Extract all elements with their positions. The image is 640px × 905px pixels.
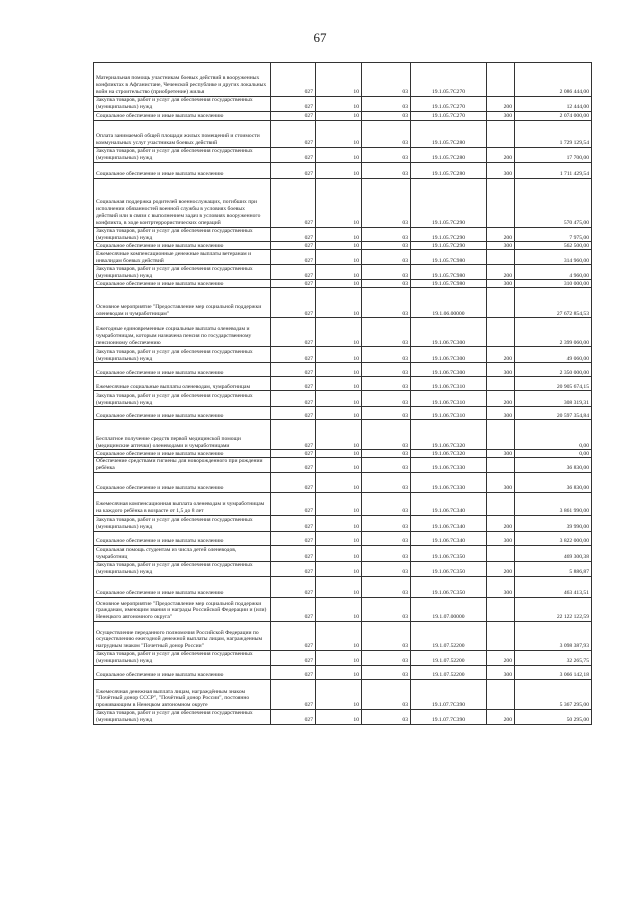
row-target-article: 19.1.05.7С290	[411, 242, 487, 250]
row-ministry-code: 027	[271, 280, 316, 288]
row-target-article: 19.1.06.7С310	[411, 407, 487, 420]
row-ministry-code: 027	[271, 562, 316, 577]
table-row	[94, 622, 592, 651]
row-section: 10	[316, 546, 362, 562]
row-name: Закупка товаров, работ и услуг для обеспечения государственных (муниципальных) нужд	[94, 265, 271, 280]
row-name: Бесплатное получение средств первой медицинской помощи (медицинские аптечки) оленеводами и чумработницами	[94, 420, 271, 450]
row-section: 10	[316, 473, 362, 493]
row-name: Социальная поддержка родителей военнослужащих, погибших при исполнении обязанностей военной службы в условиях боевых действий или в связи с выполнением задач в условиях вооруженного конфликта, в ходе контртеррористических операций	[94, 178, 271, 227]
row-name: Закупка товаров, работ и услуг для обеспечения государственных (муниципальных) нужд	[94, 147, 271, 162]
row-subsection: 03	[362, 265, 411, 280]
table-row	[94, 63, 592, 97]
row-ministry-code: 027	[271, 622, 316, 651]
row-target-article: 19.1.05.7С980	[411, 265, 487, 280]
row-expense-type	[487, 622, 515, 651]
row-target-article: 19.1.07.7С390	[411, 680, 487, 710]
row-subsection: 03	[362, 178, 411, 227]
table-row	[94, 288, 592, 318]
row-ministry-code: 027	[271, 407, 316, 420]
row-name: Основное мероприятие "Предоставление мер социальной поддержки оленеводам и чумработницам"	[94, 288, 271, 318]
row-amount: 20 597 354,84	[515, 407, 592, 420]
row-section: 10	[316, 407, 362, 420]
row-amount: 50 295,00	[515, 710, 592, 725]
table-row	[94, 577, 592, 598]
row-target-article: 19.1.07.00000	[411, 598, 487, 622]
row-name: Ежемесячные компенсационные денежные выплаты ветеранам и инвалидам боевых действий	[94, 250, 271, 265]
row-name: Ежемесячные социальные выплаты оленеводам, чумработницам	[94, 377, 271, 391]
row-subsection: 03	[362, 97, 411, 112]
row-name: Ежемесячная компенсационная выплата оленеводам и чумработницам на каждого ребёнка в возрасте от 1,5 до 8 лет	[94, 493, 271, 516]
row-ministry-code: 027	[271, 377, 316, 391]
row-name: Закупка товаров, работ и услуг для обеспечения государственных (муниципальных) нужд	[94, 562, 271, 577]
row-expense-type: 200	[487, 516, 515, 532]
row-target-article: 19.1.06.7С340	[411, 493, 487, 516]
row-section: 10	[316, 227, 362, 242]
row-name: Ежегодные единовременные социальные выплаты оленеводам и чумработницам, которым назначена пенсия по государственному пенсионному обеспечению	[94, 318, 271, 347]
row-subsection: 03	[362, 532, 411, 546]
row-name: Социальное обеспечение и иные выплаты населению	[94, 242, 271, 250]
row-amount: 2 399 060,00	[515, 318, 592, 347]
row-ministry-code: 027	[271, 265, 316, 280]
row-ministry-code: 027	[271, 450, 316, 458]
row-target-article: 19.1.05.7С270	[411, 97, 487, 112]
row-expense-type: 300	[487, 407, 515, 420]
row-expense-type: 200	[487, 347, 515, 363]
row-amount: 3 861 990,00	[515, 493, 592, 516]
table-row	[94, 227, 592, 242]
row-name: Закупка товаров, работ и услуг для обеспечения государственных (муниципальных) нужд	[94, 227, 271, 242]
row-name: Основное мероприятие "Предоставление мер социальной поддержки гражданам, имеющим звания и награды Российской Федерации и (или) Ненецкого автономного округа"	[94, 598, 271, 622]
row-ministry-code: 027	[271, 516, 316, 532]
table-row	[94, 242, 592, 250]
row-expense-type: 300	[487, 280, 515, 288]
row-section: 10	[316, 598, 362, 622]
row-target-article: 19.1.06.7С310	[411, 391, 487, 407]
row-expense-type	[487, 250, 515, 265]
row-expense-type: 200	[487, 651, 515, 666]
row-amount: 3 098 387,93	[515, 622, 592, 651]
row-section: 10	[316, 666, 362, 680]
row-ministry-code: 027	[271, 120, 316, 147]
row-target-article: 19.1.05.7С280	[411, 147, 487, 162]
row-subsection: 03	[362, 666, 411, 680]
row-subsection: 03	[362, 562, 411, 577]
row-amount: 3 822 000,00	[515, 532, 592, 546]
row-amount: 36 830,00	[515, 473, 592, 493]
row-expense-type	[487, 318, 515, 347]
row-subsection: 03	[362, 227, 411, 242]
row-target-article: 19.1.07.52200	[411, 622, 487, 651]
row-section: 10	[316, 377, 362, 391]
row-subsection: 03	[362, 391, 411, 407]
row-target-article: 19.1.06.7С300	[411, 363, 487, 377]
row-target-article: 19.1.05.7С270	[411, 111, 487, 120]
row-name: Социальное обеспечение и иные выплаты населению	[94, 450, 271, 458]
row-ministry-code: 027	[271, 680, 316, 710]
row-section: 10	[316, 178, 362, 227]
row-name: Закупка товаров, работ и услуг для обеспечения государственных (муниципальных) нужд	[94, 347, 271, 363]
row-amount: 1 729 129,54	[515, 120, 592, 147]
row-section: 10	[316, 347, 362, 363]
row-subsection: 03	[362, 242, 411, 250]
row-subsection: 03	[362, 450, 411, 458]
row-subsection: 03	[362, 458, 411, 473]
table-row	[94, 147, 592, 162]
row-section: 10	[316, 680, 362, 710]
row-section: 10	[316, 391, 362, 407]
row-amount: 17 700,00	[515, 147, 592, 162]
row-expense-type: 300	[487, 473, 515, 493]
table-row	[94, 420, 592, 450]
row-amount: 2 086 444,00	[515, 63, 592, 97]
row-section: 10	[316, 420, 362, 450]
row-amount: 36 830,00	[515, 458, 592, 473]
row-name: Социальное обеспечение и иные выплаты населению	[94, 280, 271, 288]
row-amount: 49 060,00	[515, 347, 592, 363]
row-expense-type	[487, 377, 515, 391]
table-row	[94, 280, 592, 288]
row-amount: 12 444,00	[515, 97, 592, 112]
row-expense-type: 200	[487, 562, 515, 577]
row-target-article: 19.1.06.7С340	[411, 516, 487, 532]
row-ministry-code: 027	[271, 666, 316, 680]
row-ministry-code: 027	[271, 162, 316, 178]
row-name: Социальное обеспечение и иные выплаты населению	[94, 363, 271, 377]
table-row	[94, 493, 592, 516]
row-expense-type	[487, 598, 515, 622]
row-section: 10	[316, 147, 362, 162]
row-target-article: 19.1.06.7С350	[411, 577, 487, 598]
row-section: 10	[316, 111, 362, 120]
row-expense-type: 200	[487, 227, 515, 242]
row-expense-type	[487, 493, 515, 516]
row-amount: 20 905 674,15	[515, 377, 592, 391]
table-row	[94, 651, 592, 666]
row-expense-type: 300	[487, 577, 515, 598]
row-expense-type	[487, 178, 515, 227]
row-expense-type: 200	[487, 391, 515, 407]
row-subsection: 03	[362, 516, 411, 532]
table-row	[94, 363, 592, 377]
row-ministry-code: 027	[271, 97, 316, 112]
row-subsection: 03	[362, 546, 411, 562]
table-row	[94, 666, 592, 680]
row-subsection: 03	[362, 651, 411, 666]
row-subsection: 03	[362, 147, 411, 162]
row-ministry-code: 027	[271, 347, 316, 363]
row-expense-type: 200	[487, 147, 515, 162]
row-name: Осуществление переданного полномочия Российской Федерации по осуществлению ежегодной денежной выплаты лицам, награжденным нагрудным знаком "Почетный донор России"	[94, 622, 271, 651]
row-section: 10	[316, 458, 362, 473]
row-section: 10	[316, 318, 362, 347]
budget-table	[93, 62, 592, 725]
row-expense-type: 300	[487, 532, 515, 546]
row-expense-type	[487, 680, 515, 710]
row-expense-type: 200	[487, 265, 515, 280]
row-target-article: 19.1.06.7С350	[411, 562, 487, 577]
table-row	[94, 250, 592, 265]
row-expense-type	[487, 63, 515, 97]
row-ministry-code: 027	[271, 598, 316, 622]
row-name: Социальное обеспечение и иные выплаты населению	[94, 577, 271, 598]
row-amount: 1 711 429,54	[515, 162, 592, 178]
row-ministry-code: 027	[271, 288, 316, 318]
page-number: 67	[313, 30, 327, 45]
row-subsection: 03	[362, 111, 411, 120]
row-amount: 463 413,51	[515, 577, 592, 598]
row-amount: 310 000,00	[515, 280, 592, 288]
row-ministry-code: 027	[271, 473, 316, 493]
table-row	[94, 598, 592, 622]
row-expense-type: 300	[487, 111, 515, 120]
row-name: Закупка товаров, работ и услуг для обеспечения государственных (муниципальных) нужд	[94, 391, 271, 407]
row-name: Социальное обеспечение и иные выплаты населению	[94, 162, 271, 178]
row-expense-type: 300	[487, 363, 515, 377]
row-amount: 22 122 122,59	[515, 598, 592, 622]
row-ministry-code: 027	[271, 493, 316, 516]
row-subsection: 03	[362, 407, 411, 420]
row-section: 10	[316, 622, 362, 651]
row-subsection: 03	[362, 280, 411, 288]
row-name: Обеспечение средствами гигиены для новорожденного при рождении ребёнка	[94, 458, 271, 473]
row-section: 10	[316, 450, 362, 458]
row-target-article: 19.1.05.7С280	[411, 120, 487, 147]
row-section: 10	[316, 288, 362, 318]
row-ministry-code: 027	[271, 710, 316, 725]
row-target-article: 19.1.06.7С300	[411, 318, 487, 347]
row-ministry-code: 027	[271, 420, 316, 450]
row-expense-type	[487, 458, 515, 473]
row-expense-type	[487, 288, 515, 318]
row-name: Закупка товаров, работ и услуг для обеспечения государственных (муниципальных) нужд	[94, 710, 271, 725]
table-row	[94, 450, 592, 458]
row-ministry-code: 027	[271, 242, 316, 250]
row-ministry-code: 027	[271, 363, 316, 377]
row-name: Социальная помощь студентам из числа детей оленеводов, чумработниц	[94, 546, 271, 562]
row-target-article: 19.1.07.7С390	[411, 710, 487, 725]
table-row	[94, 178, 592, 227]
row-amount: 27 672 854,53	[515, 288, 592, 318]
row-amount: 5 886,87	[515, 562, 592, 577]
row-name: Социальное обеспечение и иные выплаты населению	[94, 407, 271, 420]
row-ministry-code: 027	[271, 577, 316, 598]
row-ministry-code: 027	[271, 532, 316, 546]
row-expense-type	[487, 546, 515, 562]
row-section: 10	[316, 577, 362, 598]
row-expense-type: 200	[487, 710, 515, 725]
table-row	[94, 516, 592, 532]
row-ministry-code: 027	[271, 651, 316, 666]
row-name: Социальное обеспечение и иные выплаты населению	[94, 111, 271, 120]
row-amount: 32 265,75	[515, 651, 592, 666]
row-section: 10	[316, 493, 362, 516]
table-row	[94, 120, 592, 147]
row-amount: 39 990,00	[515, 516, 592, 532]
row-target-article: 19.1.05.7С290	[411, 178, 487, 227]
row-expense-type: 200	[487, 97, 515, 112]
row-amount: 2 350 000,00	[515, 363, 592, 377]
row-ministry-code: 027	[271, 178, 316, 227]
row-target-article: 19.1.05.7С980	[411, 250, 487, 265]
row-target-article: 19.1.06.7С320	[411, 450, 487, 458]
row-subsection: 03	[362, 250, 411, 265]
row-ministry-code: 027	[271, 458, 316, 473]
row-target-article: 19.1.06.7С340	[411, 532, 487, 546]
row-subsection: 03	[362, 598, 411, 622]
row-target-article: 19.1.06.7С330	[411, 473, 487, 493]
row-amount: 3 066 142,18	[515, 666, 592, 680]
row-name: Закупка товаров, работ и услуг для обеспечения государственных (муниципальных) нужд	[94, 651, 271, 666]
row-expense-type: 300	[487, 242, 515, 250]
row-ministry-code: 027	[271, 391, 316, 407]
row-target-article: 19.1.06.7С320	[411, 420, 487, 450]
row-target-article: 19.1.07.52200	[411, 666, 487, 680]
table-row	[94, 680, 592, 710]
row-section: 10	[316, 242, 362, 250]
table-row	[94, 458, 592, 473]
table-row	[94, 318, 592, 347]
row-subsection: 03	[362, 377, 411, 391]
row-name: Материальная помощь участникам боевых действий в вооруженных конфликтах в Афганистане, Чеченской республике и других локальных войн на строительство (приобретение) жилья	[94, 63, 271, 97]
row-name: Закупка товаров, работ и услуг для обеспечения государственных (муниципальных) нужд	[94, 516, 271, 532]
table-row	[94, 97, 592, 112]
row-amount: 562 500,00	[515, 242, 592, 250]
table-row	[94, 347, 592, 363]
table-row	[94, 162, 592, 178]
row-target-article: 19.1.07.52200	[411, 651, 487, 666]
table-row	[94, 562, 592, 577]
row-target-article: 19.1.06.7С300	[411, 347, 487, 363]
row-expense-type	[487, 420, 515, 450]
row-section: 10	[316, 265, 362, 280]
table-row	[94, 546, 592, 562]
row-ministry-code: 027	[271, 546, 316, 562]
row-section: 10	[316, 63, 362, 97]
row-subsection: 03	[362, 363, 411, 377]
row-ministry-code: 027	[271, 63, 316, 97]
row-target-article: 19.1.06.7С310	[411, 377, 487, 391]
row-target-article: 19.1.05.7С270	[411, 63, 487, 97]
row-amount: 7 975,00	[515, 227, 592, 242]
row-target-article: 19.1.05.7С290	[411, 227, 487, 242]
table-row	[94, 265, 592, 280]
row-subsection: 03	[362, 577, 411, 598]
table-row	[94, 377, 592, 391]
row-name: Социальное обеспечение и иные выплаты населению	[94, 532, 271, 546]
row-amount: 570 475,00	[515, 178, 592, 227]
row-expense-type: 300	[487, 162, 515, 178]
row-subsection: 03	[362, 710, 411, 725]
row-section: 10	[316, 710, 362, 725]
row-subsection: 03	[362, 420, 411, 450]
row-amount: 0,00	[515, 420, 592, 450]
row-section: 10	[316, 280, 362, 288]
row-subsection: 03	[362, 680, 411, 710]
row-expense-type	[487, 120, 515, 147]
row-subsection: 03	[362, 288, 411, 318]
row-target-article: 19.1.06.00000	[411, 288, 487, 318]
row-section: 10	[316, 532, 362, 546]
row-subsection: 03	[362, 493, 411, 516]
table-row	[94, 111, 592, 120]
row-section: 10	[316, 516, 362, 532]
table-row	[94, 532, 592, 546]
row-name: Социальное обеспечение и иные выплаты населению	[94, 666, 271, 680]
row-amount: 4 960,00	[515, 265, 592, 280]
row-section: 10	[316, 651, 362, 666]
row-subsection: 03	[362, 347, 411, 363]
table-row	[94, 407, 592, 420]
row-expense-type: 300	[487, 666, 515, 680]
row-section: 10	[316, 162, 362, 178]
row-ministry-code: 027	[271, 227, 316, 242]
row-name: Закупка товаров, работ и услуг для обеспечения государственных (муниципальных) нужд	[94, 97, 271, 112]
row-section: 10	[316, 250, 362, 265]
row-amount: 2 074 000,00	[515, 111, 592, 120]
row-subsection: 03	[362, 63, 411, 97]
row-target-article: 19.1.05.7С280	[411, 162, 487, 178]
table-row	[94, 710, 592, 725]
row-section: 10	[316, 363, 362, 377]
row-ministry-code: 027	[271, 250, 316, 265]
row-target-article: 19.1.06.7С350	[411, 546, 487, 562]
row-target-article: 19.1.05.7С980	[411, 280, 487, 288]
row-subsection: 03	[362, 318, 411, 347]
row-name: Ежемесячная денежная выплата лицам, награждённым знаком "Почётный донор СССР", "Почётный донор России", постоянно проживающим в Ненецком автономном округе	[94, 680, 271, 710]
row-amount: 314 960,00	[515, 250, 592, 265]
row-section: 10	[316, 97, 362, 112]
row-amount: 0,00	[515, 450, 592, 458]
row-amount: 308 319,31	[515, 391, 592, 407]
row-amount: 469 300,38	[515, 546, 592, 562]
row-section: 10	[316, 562, 362, 577]
row-ministry-code: 027	[271, 318, 316, 347]
row-name: Оплата занимаемой общей площади жилых помещений и стоимости коммунальных услуг участникам боевых действий	[94, 120, 271, 147]
row-ministry-code: 027	[271, 147, 316, 162]
row-subsection: 03	[362, 622, 411, 651]
table-row	[94, 473, 592, 493]
row-name: Социальное обеспечение и иные выплаты населению	[94, 473, 271, 493]
row-subsection: 03	[362, 473, 411, 493]
table-row	[94, 391, 592, 407]
row-expense-type: 300	[487, 450, 515, 458]
row-subsection: 03	[362, 162, 411, 178]
row-subsection: 03	[362, 120, 411, 147]
row-section: 10	[316, 120, 362, 147]
row-ministry-code: 027	[271, 111, 316, 120]
table-body	[94, 63, 592, 725]
row-target-article: 19.1.06.7С330	[411, 458, 487, 473]
row-amount: 5 367 295,00	[515, 680, 592, 710]
